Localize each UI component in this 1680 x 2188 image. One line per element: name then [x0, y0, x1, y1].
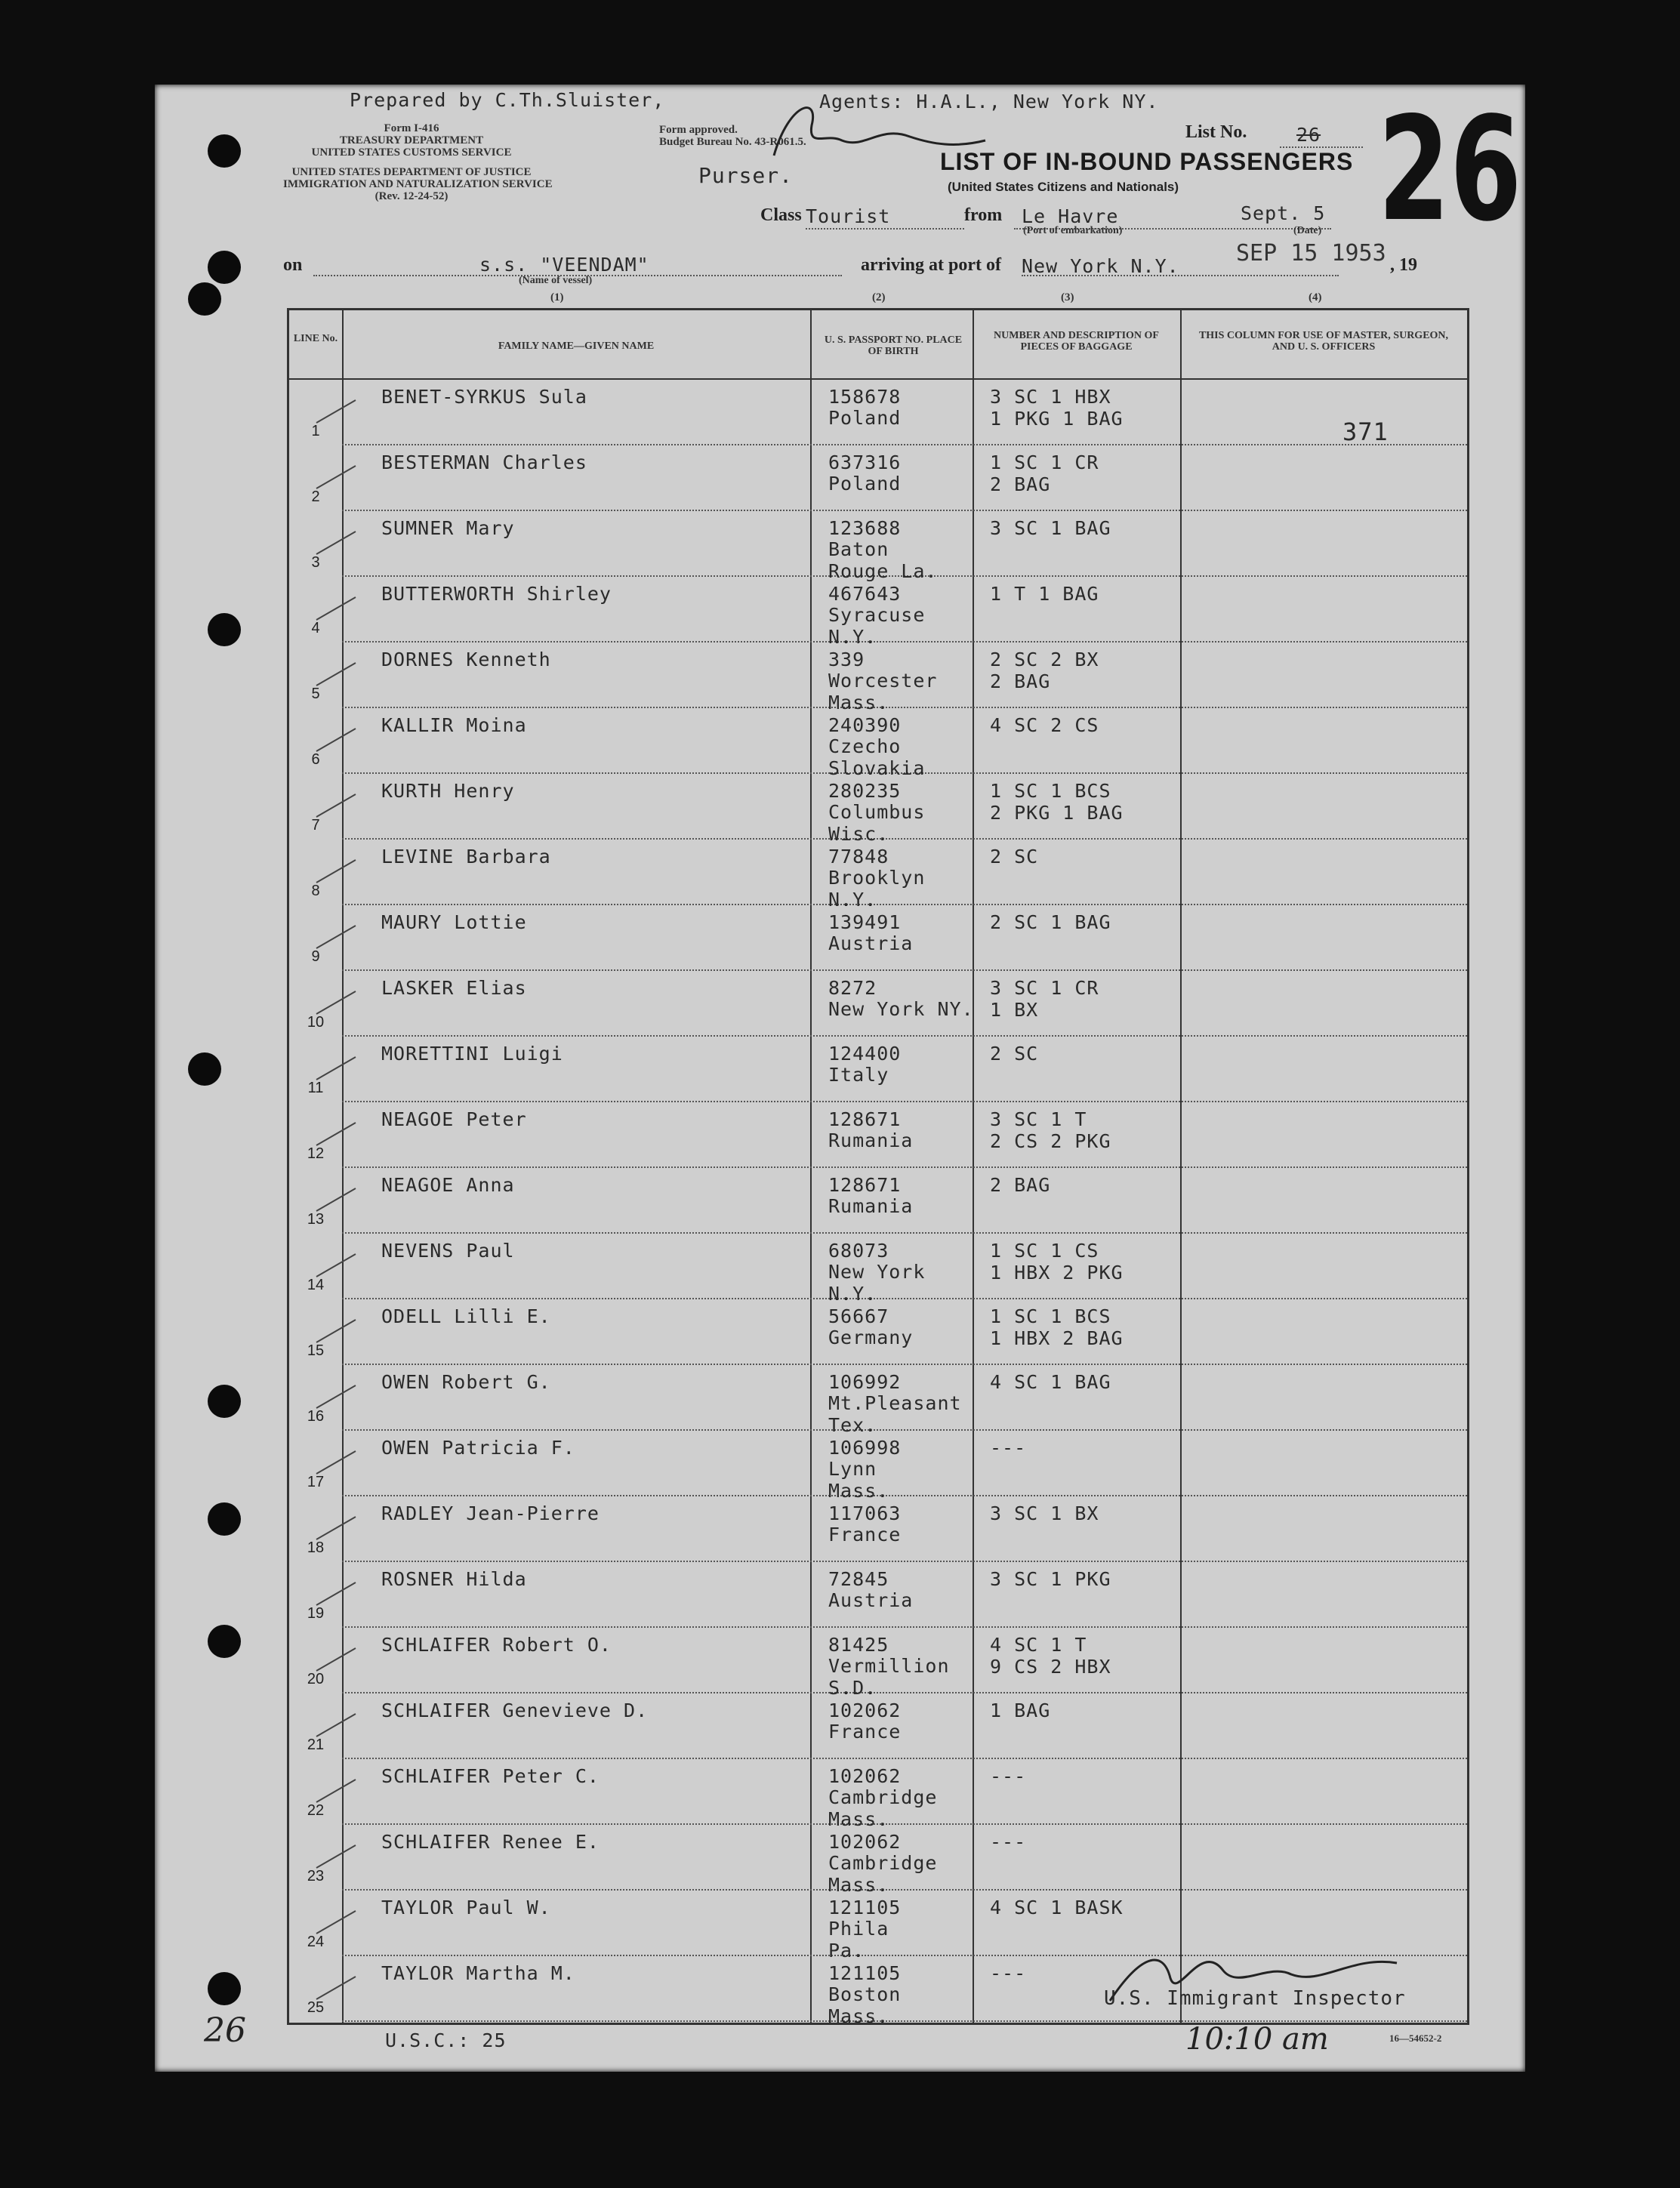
row-line-number: 16	[307, 1408, 325, 1425]
baggage-description: 4 SC 1 T 9 CS 2 HBX	[990, 1634, 1111, 1678]
row-line-number: 23	[307, 1868, 325, 1884]
baggage-description: 1 SC 1 BCS 1 HBX 2 BAG	[990, 1305, 1124, 1349]
table-row	[289, 1037, 1467, 1102]
punch-hole	[208, 613, 241, 646]
inspector-title: U.S. Immigrant Inspector	[1104, 1987, 1406, 2010]
table-row	[289, 445, 1467, 511]
row-line-number: 18	[307, 1539, 325, 1556]
place-of-birth: New York N.Y.	[828, 1261, 926, 1305]
passport-number: 467643	[828, 583, 902, 605]
passport-number: 106992	[828, 1371, 902, 1393]
table-row	[289, 1234, 1467, 1305]
margin-mark: 26	[204, 2011, 246, 2050]
place-of-birth: Boston Mass.	[828, 1983, 902, 2027]
place-of-birth: France	[828, 1721, 902, 1743]
class-value: Tourist	[806, 205, 891, 227]
place-of-birth: Phila Pa.	[828, 1918, 889, 1961]
row-line-number: 13	[307, 1211, 325, 1228]
passenger-name: LASKER Elias	[381, 977, 527, 999]
baggage-description: 1 BAG	[990, 1700, 1051, 1721]
place-of-birth: Mt.Pleasant Tex.	[828, 1392, 962, 1436]
passport-number: 280235	[828, 780, 902, 802]
passenger-name: OWEN Robert G.	[381, 1371, 551, 1393]
baggage-description: 3 SC 1 BAG	[990, 517, 1111, 539]
passport-number: 68073	[828, 1240, 889, 1262]
table-row	[289, 577, 1467, 648]
count-mark: 371	[1342, 418, 1389, 446]
place-of-birth: Baton Rouge La.	[828, 538, 938, 582]
place-of-birth: Lynn Mass.	[828, 1458, 889, 1502]
page-subtitle: (United States Citizens and Nationals)	[948, 180, 1179, 194]
place-of-birth: Austria	[828, 1589, 914, 1611]
table-row	[289, 905, 1467, 971]
table-row	[289, 1628, 1467, 1699]
punch-hole	[208, 1625, 241, 1658]
passport-number: 8272	[828, 977, 877, 999]
form-approved: Form approved.	[659, 124, 738, 136]
table-row	[289, 708, 1467, 779]
table-row	[289, 1759, 1467, 1830]
place-of-birth: Germany	[828, 1327, 914, 1348]
passenger-name: NEAGOE Peter	[381, 1108, 527, 1130]
row-line-number: 9	[311, 948, 320, 965]
usc-total: U.S.C.: 25	[385, 2029, 507, 2051]
table-row	[289, 971, 1467, 1037]
baggage-description: 2 BAG	[990, 1174, 1051, 1196]
baggage-description: 1 SC 1 CS 1 HBX 2 PKG	[990, 1240, 1124, 1284]
rev-label: (Rev. 12-24-52)	[375, 190, 449, 202]
passenger-name: SCHLAIFER Renee E.	[381, 1831, 600, 1853]
passenger-name: TAYLOR Paul W.	[381, 1897, 551, 1918]
row-line-number: 14	[307, 1277, 325, 1293]
baggage-description: 3 SC 1 CR 1 BX	[990, 977, 1099, 1021]
table-row	[289, 1431, 1467, 1502]
table-row	[289, 643, 1467, 713]
table-row	[289, 1496, 1467, 1562]
passport-number: 102062	[828, 1831, 902, 1853]
punch-hole	[208, 134, 241, 168]
place-of-birth: Italy	[828, 1064, 889, 1086]
passenger-name: DORNES Kenneth	[381, 649, 551, 670]
punch-hole	[208, 251, 241, 284]
arrival-time: 10:10 am	[1185, 2022, 1329, 2057]
date-caption: (Date)	[1293, 225, 1322, 236]
row-line-number: 6	[311, 751, 320, 768]
row-line-number: 11	[307, 1080, 324, 1096]
row-line-number: 15	[307, 1342, 325, 1359]
punch-hole	[208, 1385, 241, 1418]
passenger-name: MORETTINI Luigi	[381, 1043, 563, 1065]
col-number-4: (4)	[1309, 291, 1322, 304]
print-code: 16—54652-2	[1389, 2032, 1442, 2044]
place-of-birth: Columbus Wisc.	[828, 801, 926, 845]
place-of-birth: Vermillion S.D.	[828, 1655, 950, 1699]
passport-number: 128671	[828, 1174, 902, 1196]
port-embark-caption: (Port of embarkation)	[1023, 225, 1123, 236]
passport-number: 102062	[828, 1700, 902, 1721]
baggage-description: 3 SC 1 HBX 1 PKG 1 BAG	[990, 386, 1124, 430]
table-row	[289, 774, 1467, 845]
passport-number: 128671	[828, 1108, 902, 1130]
from-label: from	[964, 205, 1003, 225]
baggage-description: ---	[990, 1962, 1027, 1984]
baggage-description: 3 SC 1 T 2 CS 2 PKG	[990, 1108, 1111, 1152]
arrival-port: New York N.Y.	[1022, 255, 1179, 277]
row-line-number: 24	[307, 1934, 325, 1950]
place-of-birth: France	[828, 1524, 902, 1545]
passport-number: 339	[828, 649, 865, 670]
table-row	[289, 1102, 1467, 1168]
passenger-name: MAURY Lottie	[381, 911, 527, 933]
passenger-table	[287, 308, 1469, 2025]
col-header-line-no: LINE No.	[293, 333, 338, 344]
class-label: Class	[760, 205, 802, 225]
baggage-description: 4 SC 1 BASK	[990, 1897, 1124, 1918]
place-of-birth: Poland	[828, 473, 902, 495]
baggage-description: 4 SC 2 CS	[990, 714, 1099, 736]
table-row	[289, 840, 1467, 911]
passenger-name: BESTERMAN Charles	[381, 451, 587, 473]
from-value: Le Havre	[1022, 205, 1119, 227]
list-big-number: 26	[1378, 86, 1522, 253]
row-line-number: 21	[307, 1737, 325, 1753]
customs-label: UNITED STATES CUSTOMS SERVICE	[311, 146, 512, 159]
col-number-3: (3)	[1061, 291, 1074, 304]
col-header-name: FAMILY NAME—GIVEN NAME	[498, 341, 655, 352]
passport-number: 81425	[828, 1634, 889, 1656]
arriving-label: arriving at port of	[861, 255, 1001, 275]
passport-number: 240390	[828, 714, 902, 736]
passport-number: 158678	[828, 386, 902, 408]
passenger-name: TAYLOR Martha M.	[381, 1962, 575, 1984]
baggage-description: 2 SC	[990, 1043, 1039, 1065]
table-row	[289, 1168, 1467, 1234]
passport-number: 102062	[828, 1765, 902, 1787]
place-of-birth: Austria	[828, 932, 914, 954]
budget-bureau: Budget Bureau No. 43-R061.5.	[659, 136, 806, 148]
row-line-number: 8	[311, 883, 320, 899]
year-suffix: , 19	[1390, 255, 1417, 275]
passenger-name: KURTH Henry	[381, 780, 515, 802]
col-number-1: (1)	[550, 291, 564, 304]
baggage-description: 1 SC 1 BCS 2 PKG 1 BAG	[990, 780, 1124, 824]
treasury-label: TREASURY DEPARTMENT	[339, 134, 484, 146]
baggage-description: 2 SC 1 BAG	[990, 911, 1111, 933]
place-of-birth: Cambridge Mass.	[828, 1786, 938, 1830]
baggage-description: 1 T 1 BAG	[990, 583, 1099, 605]
baggage-description: 3 SC 1 PKG	[990, 1568, 1111, 1590]
row-line-number: 1	[311, 423, 320, 439]
passport-number: 139491	[828, 911, 902, 933]
ins-label: IMMIGRATION AND NATURALIZATION SERVICE	[283, 178, 553, 190]
place-of-birth: New York NY.	[828, 998, 974, 1020]
row-line-number: 19	[307, 1605, 325, 1622]
table-row	[289, 380, 1467, 445]
punch-hole	[188, 282, 221, 316]
form-id-block	[283, 122, 553, 202]
table-row	[289, 511, 1467, 582]
col-header-baggage: NUMBER AND DESCRIPTION OF PIECES OF BAGGAGE	[994, 330, 1159, 353]
punch-hole	[208, 1502, 241, 1536]
row-line-number: 17	[307, 1474, 325, 1490]
place-of-birth: Worcester Mass.	[828, 670, 938, 713]
justice-label: UNITED STATES DEPARTMENT OF JUSTICE	[291, 166, 532, 178]
place-of-birth: Rumania	[828, 1129, 914, 1151]
baggage-description: 3 SC 1 BX	[990, 1502, 1099, 1524]
baggage-description: 2 SC	[990, 846, 1039, 867]
place-of-birth: Syracuse N.Y.	[828, 604, 926, 648]
row-line-number: 12	[307, 1145, 325, 1162]
row-line-number: 22	[307, 1802, 325, 1819]
passenger-name: ODELL Lilli E.	[381, 1305, 551, 1327]
place-of-birth: Brooklyn N.Y.	[828, 867, 926, 911]
passenger-name: RADLEY Jean-Pierre	[381, 1502, 600, 1524]
purser-label: Purser.	[698, 163, 794, 188]
embark-date: Sept. 5	[1241, 202, 1326, 224]
on-label: on	[283, 255, 303, 275]
passenger-name: NEAGOE Anna	[381, 1174, 515, 1196]
passenger-name: BENET-SYRKUS Sula	[381, 386, 587, 408]
baggage-description: 1 SC 1 CR 2 BAG	[990, 451, 1099, 495]
passport-number: 117063	[828, 1502, 902, 1524]
passport-number: 121105	[828, 1897, 902, 1918]
passenger-name: KALLIR Moina	[381, 714, 527, 736]
punch-hole	[188, 1052, 221, 1086]
row-line-number: 5	[311, 686, 320, 702]
passport-number: 121105	[828, 1962, 902, 1984]
table-row	[289, 1693, 1467, 1759]
row-line-number: 3	[311, 554, 320, 571]
baggage-description: ---	[990, 1437, 1027, 1459]
place-of-birth: Rumania	[828, 1195, 914, 1217]
passport-number: 637316	[828, 451, 902, 473]
passenger-name: NEVENS Paul	[381, 1240, 515, 1262]
passport-number: 77848	[828, 846, 889, 867]
baggage-description: ---	[990, 1765, 1027, 1787]
place-of-birth: Czecho Slovakia	[828, 735, 926, 779]
col-number-2: (2)	[872, 291, 886, 304]
passenger-name: LEVINE Barbara	[381, 846, 551, 867]
passenger-name: BUTTERWORTH Shirley	[381, 583, 612, 605]
passenger-name: SCHLAIFER Genevieve D.	[381, 1700, 649, 1721]
punch-hole	[208, 1972, 241, 2005]
baggage-description: 2 SC 2 BX 2 BAG	[990, 649, 1099, 692]
form-label: Form I-416	[384, 122, 439, 134]
passenger-name: SCHLAIFER Peter C.	[381, 1765, 600, 1787]
row-line-number: 20	[307, 1671, 325, 1687]
passport-number: 56667	[828, 1305, 889, 1327]
row-line-number: 10	[307, 1014, 325, 1031]
col-header-passport: U. S. PASSPORT NO. PLACE OF BIRTH	[824, 334, 963, 357]
passport-number: 106998	[828, 1437, 902, 1459]
row-line-number: 2	[311, 488, 320, 505]
table-row	[289, 1365, 1467, 1436]
table-row	[289, 1562, 1467, 1628]
baggage-description: ---	[990, 1831, 1027, 1853]
col-header-officers: THIS COLUMN FOR USE OF MASTER, SURGEON, AND U. S. OFFICERS	[1198, 330, 1449, 353]
row-line-number: 25	[307, 1999, 325, 2016]
place-of-birth: Poland	[828, 407, 902, 429]
passenger-name: SUMNER Mary	[381, 517, 515, 539]
list-no-label: List No.	[1185, 122, 1247, 142]
passenger-name: OWEN Patricia F.	[381, 1437, 575, 1459]
row-line-number: 4	[311, 620, 320, 636]
arrival-date-stamp: SEP 15 1953	[1236, 240, 1386, 267]
row-line-number: 7	[311, 817, 320, 834]
agents: Agents: H.A.L., New York NY.	[819, 91, 1159, 112]
passport-number: 123688	[828, 517, 902, 539]
vessel-caption: (Name of vessel)	[519, 275, 593, 286]
passport-number: 72845	[828, 1568, 889, 1590]
list-no-value: 26	[1296, 124, 1321, 146]
page-title: LIST OF IN-BOUND PASSENGERS	[940, 148, 1354, 175]
place-of-birth: Cambridge Mass.	[828, 1852, 938, 1896]
baggage-description: 4 SC 1 BAG	[990, 1371, 1111, 1393]
passenger-name: ROSNER Hilda	[381, 1568, 527, 1590]
passport-number: 124400	[828, 1043, 902, 1065]
prepared-by: Prepared by C.Th.Sluister,	[350, 89, 665, 111]
table-row	[289, 1825, 1467, 1896]
table-row	[289, 1299, 1467, 1365]
vessel-name: s.s. "VEENDAM"	[479, 254, 649, 276]
passenger-name: SCHLAIFER Robert O.	[381, 1634, 612, 1656]
